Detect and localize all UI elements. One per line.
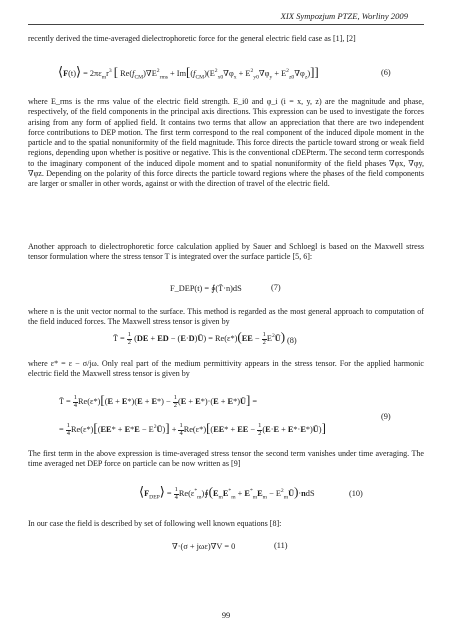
equation-11-number: (11): [274, 541, 288, 550]
equation-9-line-2: = $\frac{1}{4}$ $Re(\varepsilon*)[(EE* + E*E - E^2Ū)]$ + $\frac{1}{4}$ Re(ε*)[(EE* + EE − $\frac{1}{2}$ (E·E + E*·E*)Ū)]: [59, 420, 326, 437]
running-header: [0, 0, 452, 28]
paragraph-field-equations: In our case the field is described by set of following well known equations [8]:: [28, 519, 282, 528]
equation-11: ∇·(σ + jωε)∇V = 0: [172, 542, 236, 551]
equation-10: $⟨F_{DEP}⟩$ = $\frac{1}{4}$ $Re(\varepsilon^*_m)∮(E_mE^*_m + E^*_mE_m$ − $E^2_mŪ)\cdot ndS$: [139, 484, 315, 501]
paragraph-harmonic-field: where ε* = ε − σ/jω. Only real part of the medium permittivity appears in the stress tensor. For the applied harmonic electric field the Maxwell stress tensor is given by: [28, 359, 424, 379]
equation-8: T̄ = $\frac{1}{2}$ (DE + ED − (E·D)Ū) = Re(ε*)(EE − $\frac{1}{2}$ $E^2Ū$): [113, 329, 286, 346]
paragraph-normal-vector: where n is the unit vector normal to the surface. This method is regarded as the most general approach to computation of the field induced forces. The Maxwell stress tensor is given by: [28, 307, 424, 327]
header-rule: [28, 24, 424, 25]
paragraph-force-terms: where E_rms is the rms value of the electric field strength. E_i0 and φ_i (i = x, y, z) are the magnitude and phase, respectively, of the field components in the principal axis directions. This expression can be used to investigate the forces arising from any form of applied field. It contains two terms that allow an appreciation that there are two independent force contributions to DEP motion. The first term correspond to the real component of the induced dipole moment in the particle and to the spatial nonuniformity of the field magnitude. This force directs the particle toward strong or weak field regions, depending upon whether is positive or negative. This is the conventional cDEPterm. The second term corresponds to the imaginary component of the induced dipole moment and to spatial nonuniformity of the field phases ∇φx, ∇φy, ∇φz. Depending on the polarity of this force directs the particle toward regions where the phases of the field components are larger or smaller in other words, against or with the direction of travel of the electric field.: [28, 97, 424, 188]
equation-6: ⟨F(t)⟩ = $2\pi\varepsilon_mr^3$ [ $Re(f_{CM})\nabla E^2_{rms} + Im[(f_{CM})(E^2_{x0}\nabla\varphi_x + E^2_{y0}\nabla\varphi_y + E^2_{z0}\nabla\varphi_z)]$]: [58, 64, 319, 81]
page-number: 99: [221, 611, 231, 620]
paragraph-stress-tensor-intro: Another approach to dielectrophoretic force calculation applied by Sauer and Schloegl is based on the Maxwell stress tensor formulation where the stress tensor T is integrated over the surface particle [5, 6]:: [28, 242, 424, 262]
equation-9-number: (9): [381, 412, 391, 421]
equation-8-number: (8): [287, 336, 297, 345]
equation-7-number: (7): [271, 283, 281, 292]
paragraph-intro: recently derived the time-averaged dielectrophoretic force for the general electric field case as [1], [2]: [28, 34, 356, 43]
equation-10-number: (10): [349, 489, 363, 498]
equation-6-number: (6): [381, 68, 391, 77]
equation-7: F_DEP(t) = ∮(T̄·n)dS: [170, 284, 242, 293]
paragraph-time-averaged: The first term in the above expression is time-averaged stress tensor the second term vanishes under time averaging. The time averaged net DEP force on particle can be now written as [9]: [28, 449, 424, 469]
header-title: XIX Sympozjum PTZE, Worliny 2009: [280, 11, 408, 21]
equation-9-line-1: T̄ = $\frac{1}{4}$ Re(ε*)[(E + E*)(E + E*) − $\frac{1}{2}$ (E + E*)·(E + E*)Ū] =: [59, 392, 258, 409]
